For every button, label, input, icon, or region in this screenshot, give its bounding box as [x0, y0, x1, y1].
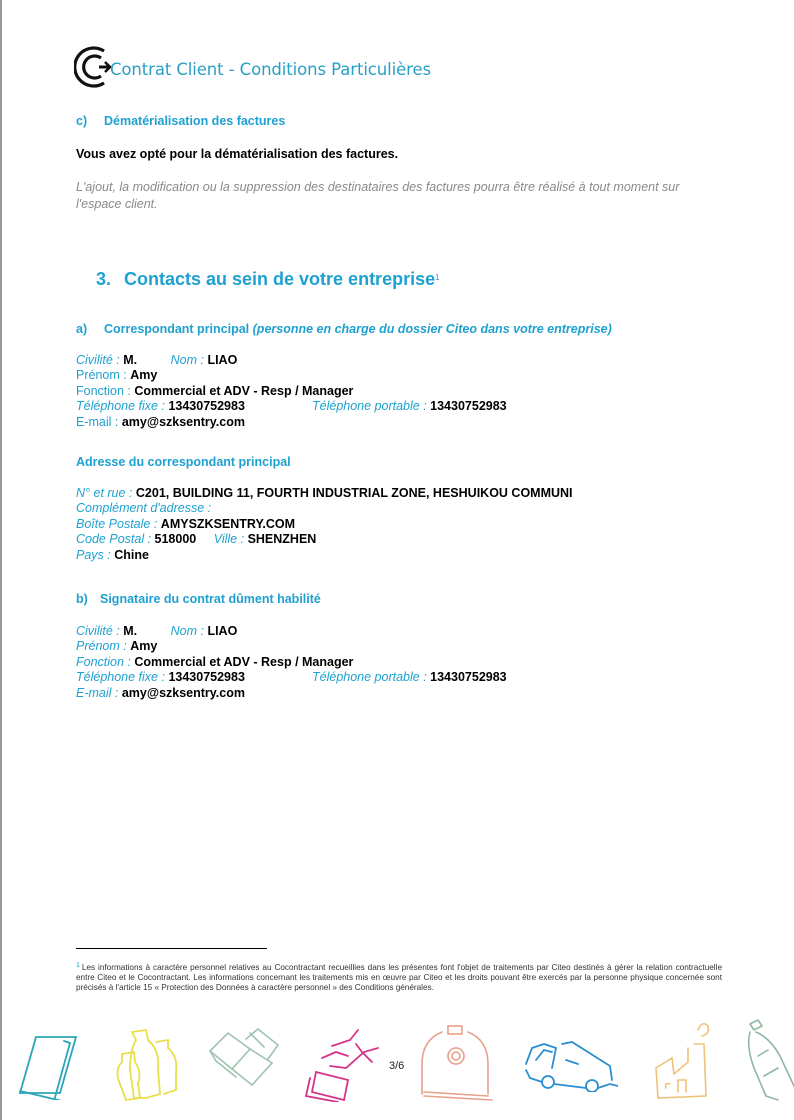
citeo-logo-icon	[74, 45, 114, 89]
glass-bottles-icon	[108, 1022, 184, 1102]
plastic-bottle-icon	[744, 1016, 794, 1106]
correspondant-fields	[76, 353, 676, 430]
fonction-value: Commercial et ADV - Resp / Manager	[134, 383, 354, 398]
page-number: 3/6	[389, 1060, 405, 1072]
prenom-row	[76, 368, 676, 383]
civilite-label: Civilité :	[76, 353, 120, 367]
telephone-row	[76, 399, 676, 414]
civilite-nom-row	[76, 353, 676, 368]
email-row	[76, 415, 676, 430]
tel-portable-label: Téléphone portable :	[312, 399, 427, 414]
rue-row	[76, 486, 716, 501]
prenom-value: Amy	[130, 639, 158, 654]
prenom-label: Prénom :	[76, 639, 127, 654]
correspondant-title: Correspondant principal	[104, 322, 250, 336]
footnote-ref: 1	[435, 273, 440, 282]
section-c-heading	[76, 114, 285, 128]
ville-value: SHENZHEN	[247, 532, 317, 547]
prenom-value: Amy	[130, 368, 158, 383]
pays-row	[76, 548, 716, 563]
civilite-nom-row	[76, 624, 676, 639]
email-label: E-mail :	[76, 685, 119, 700]
tel-fixe-label: Téléphone fixe :	[76, 670, 165, 685]
correspondant-index: a)	[76, 322, 88, 336]
signataire-fields	[76, 624, 676, 701]
tel-portable-value: 13430752983	[430, 670, 507, 685]
email-label: E-mail :	[76, 414, 119, 429]
email-value: amy@szksentry.com	[121, 414, 245, 429]
cardboard-boxes-icon	[206, 1025, 286, 1091]
civilite-value: M.	[123, 353, 138, 367]
adresse-heading: Adresse du correspondant principal	[76, 455, 291, 469]
tel-portable-group	[312, 670, 507, 685]
hand-giving-card-icon	[302, 1022, 386, 1102]
prenom-label: Prénom :	[76, 368, 127, 383]
civilite-label: Civilité :	[76, 624, 120, 638]
code-postal-label: Code Postal :	[76, 532, 152, 547]
nom-label: Nom :	[170, 624, 204, 638]
tel-fixe-value: 13430752983	[168, 399, 245, 414]
nom-label: Nom :	[170, 353, 204, 367]
civilite-value: M.	[123, 624, 138, 638]
nom-value: LIAO	[207, 624, 238, 638]
adresse-fields	[76, 486, 716, 563]
nom-value: LIAO	[207, 353, 238, 367]
dematerialisation-statement: Vous avez opté pour la dématérialisation des factures.	[76, 147, 399, 161]
email-row	[76, 686, 676, 701]
tel-fixe-label: Téléphone fixe :	[76, 399, 165, 414]
fonction-row	[76, 384, 676, 399]
ville-label: Ville :	[213, 532, 245, 547]
waste-bin-icon	[412, 1022, 498, 1108]
section-3-heading	[96, 269, 440, 290]
fonction-label: Fonction :	[76, 383, 131, 398]
footnote-marker: 1	[76, 962, 80, 969]
footnote-text: Les informations à caractère personnel relatives au Cocontractant recueillies dans les présentes font l'objet de traitements par Citeo destinés à gérer la relation contractuelle entre Citeo et le Cocontractant. Les informations concernant les traitements mis en œuvre par Citeo et les droits pouvant être exercés par la personne physique concernée sont précisés à l'article 15 « Protection des Données à caractère personnel » des Conditions générales.	[76, 963, 722, 993]
fonction-value: Commercial et ADV - Resp / Manager	[134, 654, 354, 669]
complement-row	[76, 501, 716, 516]
tel-portable-group	[312, 399, 507, 414]
signataire-heading	[76, 592, 321, 606]
correspondant-heading	[76, 322, 612, 336]
section-3-number: 3.	[96, 269, 112, 289]
telephone-row	[76, 670, 676, 685]
dematerialisation-note: L'ajout, la modification ou la suppression des destinataires des factures pourra être réalisé à tout moment sur l'espace client.	[76, 180, 680, 211]
factory-icon	[650, 1018, 716, 1100]
footnote-separator	[76, 948, 267, 949]
rue-value: C201, BUILDING 11, FOURTH INDUSTRIAL ZONE, HESHUIKOU COMMUNI	[135, 486, 573, 500]
correspondant-title-note: (personne en charge du dossier Citeo dans votre entreprise)	[252, 322, 612, 336]
tel-portable-label: Téléphone portable :	[312, 670, 427, 685]
boite-postale-label: Boîte Postale :	[76, 516, 158, 531]
section-c-index: c)	[76, 114, 88, 128]
garbage-truck-icon	[522, 1030, 618, 1092]
code-postal-value: 518000	[154, 532, 197, 547]
signataire-index: b)	[76, 592, 88, 606]
fonction-row	[76, 655, 676, 670]
pays-value: Chine	[114, 547, 149, 562]
code-postal-ville-row	[76, 532, 716, 547]
complement-label: Complément d'adresse :	[76, 501, 212, 516]
paper-folder-icon	[14, 1025, 80, 1100]
document-title: Contrat Client - Conditions Particulières	[110, 59, 432, 79]
fonction-label: Fonction :	[76, 654, 131, 669]
section-3-title: Contacts au sein de votre entreprise	[124, 269, 436, 289]
rue-label: N° et rue :	[76, 486, 133, 500]
tel-portable-value: 13430752983	[430, 399, 507, 414]
section-c-title: Dématérialisation des factures	[104, 114, 286, 128]
signataire-title: Signataire du contrat dûment habilité	[100, 592, 321, 606]
tel-fixe-value: 13430752983	[168, 670, 245, 685]
document-header	[74, 44, 431, 90]
page-left-edge	[0, 0, 2, 1120]
pays-label: Pays :	[76, 547, 111, 562]
prenom-row	[76, 639, 676, 654]
email-value: amy@szksentry.com	[121, 685, 245, 700]
boite-postale-row	[76, 517, 716, 532]
boite-postale-value: AMYSZKSENTRY.COM	[160, 516, 296, 531]
footnote	[76, 961, 722, 994]
